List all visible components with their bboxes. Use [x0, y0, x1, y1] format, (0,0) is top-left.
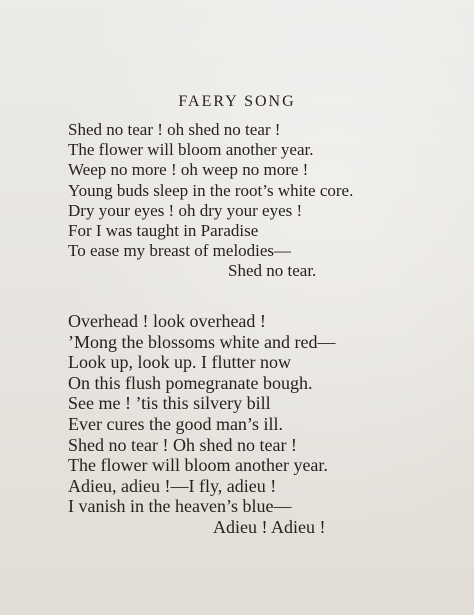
poem-line: The flower will bloom another year. — [68, 140, 314, 160]
stanza-2 — [68, 311, 398, 538]
poem-line: Look up, look up. I flutter now — [68, 352, 291, 373]
poem-line: Weep no more ! oh weep no more ! — [68, 160, 309, 180]
poem-line: Overhead ! look overhead ! — [68, 311, 266, 331]
poem-line: Ever cures the good man’s ill. — [68, 413, 283, 434]
poem-line: Young buds sleep in the root’s white core. — [68, 180, 354, 200]
poem-line-refrain: Shed no tear. — [228, 261, 317, 281]
poem-line: Dry your eyes ! oh dry your eyes ! — [68, 200, 303, 220]
poem-line: See me ! ’tis this silvery bill — [68, 393, 271, 414]
poem-line: On this flush pomegranate bough. — [68, 372, 313, 393]
poem-line: Shed no tear ! Oh shed no tear ! — [68, 434, 297, 455]
poem-line: Adieu, adieu !—I fly, adieu ! — [68, 475, 277, 496]
poem-line: ’Mong the blossoms white and red— — [68, 331, 336, 352]
poem-line: I vanish in the heaven’s blue— — [68, 496, 292, 517]
poem-line-closing: Adieu ! Adieu ! — [213, 516, 326, 537]
poem-line: For I was taught in Paradise — [68, 221, 259, 241]
poem-title: FAERY SONG — [178, 92, 296, 110]
poem-line: The flower will bloom another year. — [68, 455, 328, 476]
stanza-1 — [68, 120, 398, 282]
poem-line: To ease my breast of melodies— — [68, 241, 292, 261]
poem-line: Shed no tear ! oh shed no tear ! — [68, 120, 281, 139]
